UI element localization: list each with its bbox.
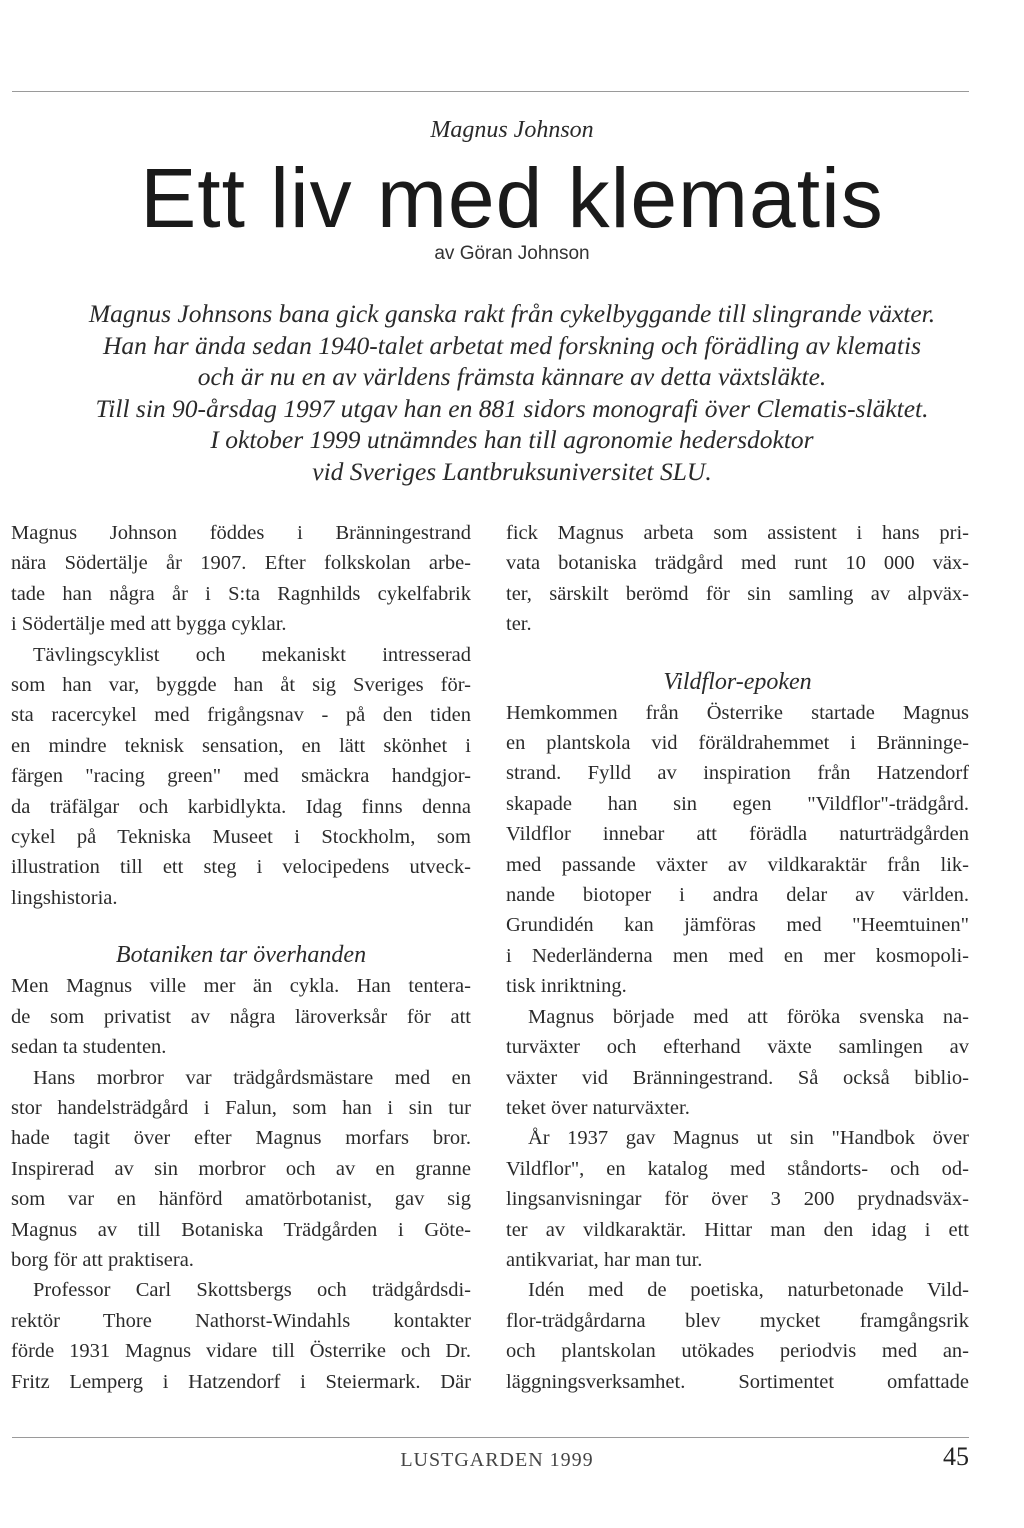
text-line: som var en hänförd amatörbotanist, gav sig bbox=[11, 1188, 471, 1211]
article-byline: av Göran Johnson bbox=[434, 243, 590, 264]
text-line: Magnus av till Botaniska Trädgården i Göte- bbox=[11, 1218, 471, 1241]
text-line: lingshistoria. bbox=[11, 886, 118, 909]
text-line: som han var, byggde han åt sig Sveriges för- bbox=[11, 674, 471, 697]
body-paragraph bbox=[506, 1275, 969, 1397]
text-line: Inspirerad av sin morbror och av en granne bbox=[11, 1157, 471, 1180]
text-line: och plantskolan utökades periodvis med an- bbox=[506, 1340, 969, 1363]
article-title: Ett liv med klematis bbox=[140, 151, 884, 245]
text-line: Grundidén kan jämföras med "Heemtuinen" bbox=[506, 914, 969, 937]
text-line: Tävlingscyklist och mekaniskt intresserad bbox=[33, 643, 471, 666]
text-line: Magnus Johnson föddes i Bränningestrand bbox=[11, 522, 471, 544]
text-line: tisk inriktning. bbox=[506, 975, 627, 998]
text-line: År 1937 gav Magnus ut sin "Handbok över bbox=[528, 1127, 969, 1150]
text-line: Hans morbror var trädgårdsmästare med en bbox=[33, 1066, 471, 1089]
text-line: nande biotoper i andra delar av världen. bbox=[506, 884, 969, 907]
top-rule bbox=[12, 91, 969, 92]
lead-paragraph bbox=[0, 298, 1024, 487]
text-line: en plantskola vid föräldrahemmet i Bränninge- bbox=[506, 732, 969, 755]
text-line: Idén med de poetiska, naturbetonade Vild- bbox=[528, 1279, 969, 1302]
text-line: nära Södertälje år 1907. Efter folkskolan arbe- bbox=[11, 552, 471, 575]
lead-line: Han har ända sedan 1940-talet arbetat med forskning och förädling av klematis bbox=[102, 330, 922, 360]
footer-publication: LUSTGARDEN 1999 bbox=[400, 1449, 594, 1471]
text-line: lingsanvisningar för över 3 200 prydnadsväx- bbox=[506, 1188, 969, 1211]
section-heading-vildflor: Vildflor-epoken bbox=[663, 668, 812, 695]
text-line: Hemkommen från Österrike startade Magnus bbox=[506, 701, 969, 724]
body-paragraph bbox=[11, 1063, 471, 1276]
text-line: Magnus började med att föröka svenska na- bbox=[528, 1005, 969, 1028]
body-paragraph bbox=[506, 518, 969, 640]
text-line: cykel på Tekniska Museet i Stockholm, som bbox=[11, 826, 471, 849]
text-line: ter av vildkaraktär. Hittar man den idag i ett bbox=[506, 1218, 969, 1241]
text-line: illustration till ett steg i velocipedens utveck- bbox=[11, 856, 471, 879]
text-line: i Nederländerna men med en mer kosmopoli- bbox=[506, 944, 969, 967]
text-line: sta racercykel med frigångsnav - på den tiden bbox=[11, 704, 471, 727]
text-line: stor handelsträdgård i Falun, som han i sin tur bbox=[11, 1096, 471, 1119]
text-line: växter vid Bränningestrand. Så också biblio- bbox=[506, 1066, 969, 1089]
text-line: borg för att praktisera. bbox=[11, 1248, 194, 1271]
text-line: tade han några år i S:ta Ragnhilds cykelfabrik bbox=[11, 582, 471, 605]
text-line: Vildflor innebar att förädla naturträdgården bbox=[506, 823, 969, 846]
left-column bbox=[11, 518, 471, 1397]
text-line: teket över naturväxter. bbox=[506, 1096, 690, 1119]
text-line: Professor Carl Skottsbergs och trädgårdsdi- bbox=[33, 1279, 471, 1302]
text-line: turväxter och efterhand växte samlingen av bbox=[506, 1036, 969, 1059]
text-line: strand. Fylld av inspiration från Hatzendorf bbox=[506, 762, 969, 785]
text-line: de som privatist av några läroverksår för att bbox=[11, 1005, 471, 1028]
text-line: med passande växter av vildkaraktär från lik- bbox=[506, 853, 969, 876]
text-line: Fritz Lemperg i Hatzendorf i Steiermark. Där bbox=[11, 1370, 471, 1393]
body-paragraph bbox=[506, 1123, 969, 1275]
text-line: Men Magnus ville mer än cykla. Han tentera- bbox=[11, 975, 471, 998]
lead-line: I oktober 1999 utnämndes han till agronomie hedersdoktor bbox=[210, 425, 814, 454]
body-paragraph bbox=[506, 1002, 969, 1124]
text-line: sedan ta studenten. bbox=[11, 1036, 167, 1059]
body-paragraph bbox=[11, 518, 471, 640]
text-line: flor-trädgårdarna blev mycket framgångsrik bbox=[506, 1309, 969, 1332]
text-line: antikvariat, har man tur. bbox=[506, 1248, 703, 1271]
text-line: vata botaniska trädgård med runt 10 000 väx- bbox=[506, 552, 969, 575]
page-number: 45 bbox=[943, 1442, 969, 1471]
body-paragraph bbox=[506, 698, 969, 1002]
text-line: en mindre teknisk sensation, en lätt skönhet i bbox=[11, 734, 471, 757]
text-line: hade tagit över efter Magnus morfars bror. bbox=[11, 1127, 471, 1150]
lead-line: och är nu en av världens främsta kännare av detta växtsläkte. bbox=[197, 362, 827, 391]
section-heading-botaniken: Botaniken tar överhanden bbox=[115, 942, 367, 969]
lead-line: Till sin 90-årsdag 1997 utgav han en 881 sidors monografi över Clematis-släktet. bbox=[95, 393, 929, 423]
text-line: läggningsverksamhet. Sortimentet omfattade bbox=[506, 1370, 969, 1393]
lead-line: Magnus Johnsons bana gick ganska rakt från cykelbyggande till slingrande växter. bbox=[88, 299, 936, 328]
text-line: ter. bbox=[506, 613, 532, 636]
text-line: färgen "racing green" med smäckra handgjor- bbox=[11, 765, 471, 788]
right-column bbox=[506, 518, 969, 1397]
body-paragraph bbox=[11, 971, 471, 1062]
text-line: rektör Thore Nathorst-Windahls kontakter bbox=[11, 1309, 471, 1332]
text-line: skapade han sin egen "Vildflor"-trädgård. bbox=[506, 792, 969, 815]
body-paragraph bbox=[11, 1275, 471, 1397]
text-line: i Södertälje med att bygga cyklar. bbox=[11, 613, 287, 636]
body-paragraph bbox=[11, 640, 471, 914]
text-line: fick Magnus arbeta som assistent i hans pri- bbox=[506, 522, 969, 544]
lead-line: vid Sveriges Lantbruksuniversitet SLU. bbox=[312, 456, 712, 486]
text-line: förde 1931 Magnus vidare till Österrike och Dr. bbox=[11, 1340, 471, 1363]
article-kicker: Magnus Johnson bbox=[430, 117, 594, 143]
bottom-rule bbox=[12, 1437, 969, 1438]
text-line: ter, särskilt berömd för sin samling av alpväx- bbox=[506, 582, 969, 605]
text-line: da träfälgar och karbidlykta. Idag finns denna bbox=[11, 795, 471, 818]
text-line: Vildflor", en katalog med ståndorts- och od- bbox=[506, 1157, 969, 1180]
